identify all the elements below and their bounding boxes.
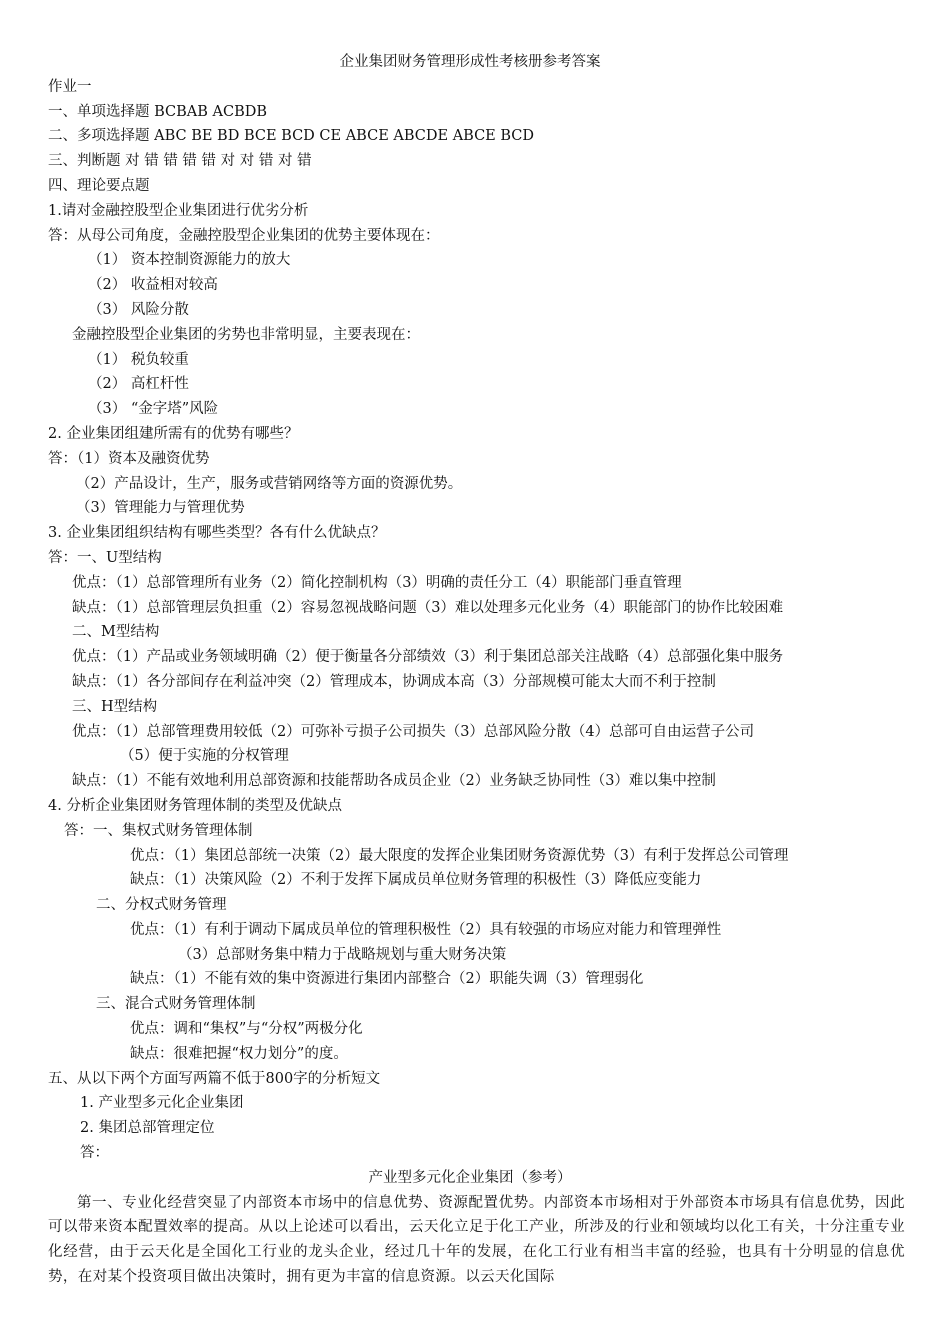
text-line: 缺点：（1）不能有效的集中资源进行集团内部整合（2）职能失调（3）管理弱化 bbox=[130, 971, 644, 988]
text-line: 答：一、集权式财务管理体制 bbox=[64, 822, 253, 839]
text-line: 缺点：很难把握“权力划分”的度。 bbox=[130, 1045, 348, 1062]
text-line: 1. 产业型多元化企业集团 bbox=[80, 1095, 244, 1112]
text-line: 二、M型结构 bbox=[72, 624, 160, 641]
text-line: 缺点：（1）各分部间存在利益冲突（2）管理成本，协调成本高（3）分部规模可能太大而不利于控制 bbox=[72, 673, 716, 690]
text-line: （3）管理能力与管理优势 bbox=[76, 500, 245, 517]
text-line: 1.请对金融控股型企业集团进行优劣分析 bbox=[48, 202, 309, 219]
text-line: 2. 企业集团组建所需有的优势有哪些？ bbox=[48, 425, 299, 442]
text-line: 优点：（1）集团总部统一决策（2）最大限度的发挥企业集团财务资源优势（3）有利于发挥总公司管理 bbox=[130, 847, 789, 864]
text-line: 二、分权式财务管理 bbox=[96, 897, 227, 914]
text-line: （3） “金字塔”风险 bbox=[88, 401, 219, 418]
text-line: 四、理论要点题 bbox=[48, 177, 150, 194]
text-line: （5）便于实施的分权管理 bbox=[120, 748, 289, 765]
text-line: 五、从以下两个方面写两篇不低于800字的分析短文 bbox=[48, 1070, 381, 1087]
text-line: 4. 分析企业集团财务管理体制的类型及优缺点 bbox=[48, 797, 342, 814]
essay-title: 产业型多元化企业集团（参考） bbox=[368, 1169, 572, 1186]
text-line: 二、多项选择题 ABC BE BD BCE BCD CE ABCE ABCDE ABCE BCD bbox=[48, 128, 535, 145]
text-line: 优点：（1）总部管理费用较低（2）可弥补亏损子公司损失（3）总部风险分散（4）总部可自由运营子公司 bbox=[72, 723, 755, 740]
text-line: （3） 风险分散 bbox=[88, 301, 189, 318]
text-line: （3）总部财务集中精力于战略规划与重大财务决策 bbox=[178, 946, 507, 963]
text-line: 答： bbox=[80, 1145, 109, 1162]
text-line: 优点：（1）产品或业务领域明确（2）便于衡量各分部绩效（3）利于集团总部关注战略（4）总部强化集中服务 bbox=[72, 649, 784, 666]
text-line: 缺点：（1）不能有效地利用总部资源和技能帮助各成员企业（2）业务缺乏协同性（3）难以集中控制 bbox=[72, 773, 716, 790]
text-line: 3. 企业集团组织结构有哪些类型？各有什么优缺点？ bbox=[48, 525, 386, 542]
essay-paragraph: 第一、专业化经营突显了内部资本市场中的信息优势、资源配置优势。内部资本市场相对于外部资本市场具有信息优势，因此可以带来资本配置效率的提高。从以上论述可以看出，云天化立足于化工产业，所涉及的行业和领域均以化工有关，十分注重专业化经营，由于云天化是全国化工行业的龙头企业，经过几十年的发展，在化工行业有相当丰富的经验，也具有十分明显的信息优势，在对某个投资项目做出决策时，拥有更为丰富的信息资源。以云天化国际 bbox=[48, 1194, 905, 1286]
text-line: （2）产品设计，生产，服务或营销网络等方面的资源优势。 bbox=[76, 475, 463, 492]
text-line: （2） 高杠杆性 bbox=[88, 376, 189, 393]
text-line: 作业一 bbox=[48, 78, 92, 95]
document-title: 企业集团财务管理形成性考核册参考答案 bbox=[339, 54, 601, 70]
text-line: 优点：调和“集权”与“分权”两极分化 bbox=[130, 1021, 363, 1038]
text-line: 答：从母公司角度，金融控股型企业集团的优势主要体现在： bbox=[48, 227, 440, 244]
text-line: 一、单项选择题 BCBAB ACBDB bbox=[48, 103, 268, 120]
text-line: （2） 收益相对较高 bbox=[88, 277, 218, 294]
text-line: （1） 资本控制资源能力的放大 bbox=[88, 252, 291, 269]
text-line: 三、H型结构 bbox=[72, 698, 158, 715]
text-line: 三、判断题 对 错 错 错 错 对 对 错 对 错 bbox=[48, 153, 312, 170]
text-line: 缺点：（1）总部管理层负担重（2）容易忽视战略问题（3）难以处理多元化业务（4）职能部门的协作比较困难 bbox=[72, 599, 784, 616]
text-line: 答：（1）资本及融资优势 bbox=[48, 450, 210, 467]
answer-body bbox=[0, 75, 950, 1166]
text-line: 缺点：（1）决策风险（2）不利于发挥下属成员单位财务管理的积极性（3）降低应变能力 bbox=[130, 872, 702, 889]
text-line: 金融控股型企业集团的劣势也非常明显，主要表现在： bbox=[72, 326, 420, 343]
text-line: 答：一、U型结构 bbox=[48, 549, 162, 566]
text-line: 2. 集团总部管理定位 bbox=[80, 1120, 215, 1137]
text-line: 优点：（1）有利于调动下属成员单位的管理积极性（2）具有较强的市场应对能力和管理弹性 bbox=[130, 921, 722, 938]
text-line: 优点：（1）总部管理所有业务（2）简化控制机构（3）明确的责任分工（4）职能部门垂直管理 bbox=[72, 574, 682, 591]
text-line: （1） 税负较重 bbox=[88, 351, 189, 368]
text-line: 三、混合式财务管理体制 bbox=[96, 996, 256, 1013]
